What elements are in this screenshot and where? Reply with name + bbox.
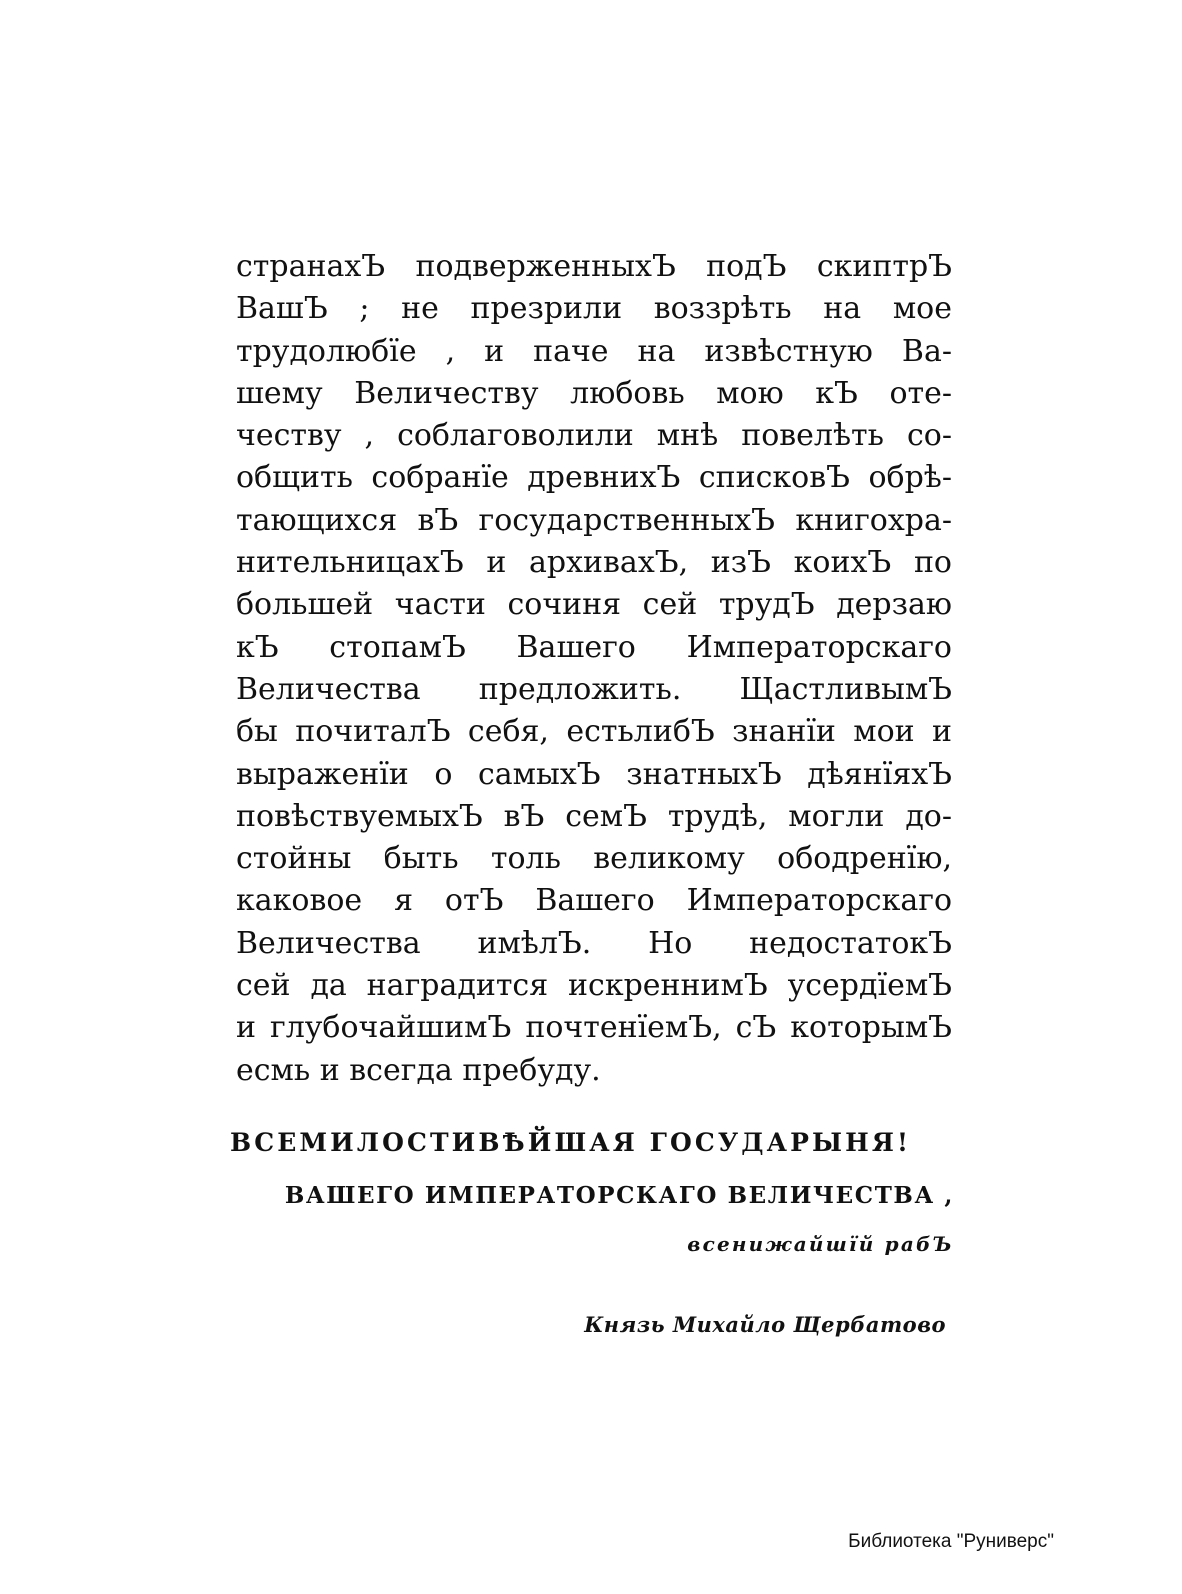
text-line: большей части сочиня сей трудЪ дерзаю: [236, 587, 952, 623]
text-line: сей да наградится искреннимЪ усердїемЪ: [236, 968, 952, 1004]
author-signature: Князь Михайло Щербатово: [584, 1312, 946, 1337]
text-line: повѣствуемыхЪ вЪ семЪ трудѣ, могли до-: [236, 798, 952, 834]
text-line: Величества имѣлЪ. Но недостатокЪ: [236, 925, 952, 961]
text-line: общить собранїе древнихЪ списковЪ обрѣ-: [236, 460, 952, 496]
library-watermark: Библиотека "Руниверс": [848, 1531, 1054, 1552]
text-line: и глубочайшимЪ почтенїемЪ, сЪ которымЪ: [236, 1010, 952, 1046]
text-line: тающихся вЪ государственныхЪ книгохра-: [236, 502, 952, 538]
salutation-heading: ВСЕМИЛОСТИВѢЙШАЯ ГОСУДАРЫНЯ!: [230, 1128, 912, 1157]
text-line: кЪ стопамЪ Вашего Императорскаго: [236, 629, 952, 665]
dedication-body-text: [236, 246, 952, 1092]
text-line: ВашЪ ; не презрили воззрѣть на мое: [236, 291, 952, 327]
text-line: нительницахЪ и архивахЪ, изЪ коихЪ по: [236, 545, 952, 581]
text-line: трудолюбїе , и паче на извѣстную Ва-: [236, 333, 952, 369]
servant-line: всенижайшїй рабЪ: [687, 1232, 954, 1256]
text-line: странахЪ подверженныхЪ подЪ скиптрЪ: [236, 249, 952, 284]
text-line: есмь и всегда пребуду.: [236, 1052, 601, 1088]
text-line: выраженїи о самыхЪ знатныхЪ дѣянїяхЪ: [236, 756, 952, 792]
text-line: стойны быть толь великому ободренїю,: [236, 841, 952, 877]
text-line: бы почиталЪ себя, естьлибЪ знанїи мои и: [236, 714, 952, 750]
text-line: шему Величеству любовь мою кЪ оте-: [236, 375, 952, 411]
text-line: Величества предложить. ЩастливымЪ: [236, 671, 952, 707]
text-line: честву , соблаговолили мнѣ повелѣть со-: [236, 418, 952, 454]
text-line: каковое я отЪ Вашего Императорскаго: [236, 883, 952, 919]
majesty-line: ВАШЕГО ИМПЕРАТОРСКАГО ВЕЛИЧЕСТВА ,: [284, 1182, 954, 1209]
